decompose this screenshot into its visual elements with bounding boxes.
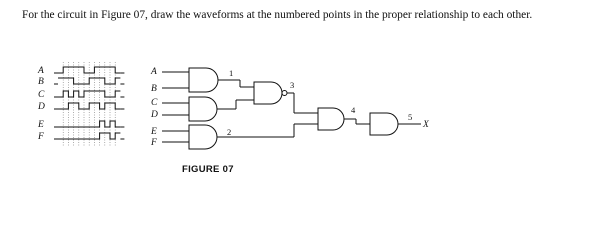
and-gate-1 [189, 68, 218, 92]
waveform-label-b: B [38, 77, 44, 87]
waveform-b [58, 78, 120, 84]
and-gate-2 [189, 97, 217, 121]
timing-diagram [37, 62, 124, 146]
inversion-bubble [282, 91, 287, 96]
and-gate-5 [318, 108, 344, 130]
gate-input-label-c: C [151, 98, 158, 108]
point-label-2: 2 [227, 127, 232, 137]
point-label-4: 4 [351, 105, 356, 115]
question-text: For the circuit in Figure 07, draw the waveforms at the numbered points in the proper relationship to each other. [22, 9, 533, 21]
gate-input-labels [150, 67, 158, 148]
gate-input-label-e: E [151, 127, 157, 137]
gate-input-label-a: A [151, 67, 157, 77]
waveform-e [58, 121, 120, 127]
waveform-label-e: E [38, 120, 44, 130]
waveform-f [58, 133, 120, 139]
nand-gate-4 [254, 82, 282, 104]
gate-input-label-f: F [151, 138, 157, 148]
waveform-c [58, 91, 120, 97]
output-label-x: X [423, 120, 429, 130]
gate-input-label-b: B [151, 84, 157, 94]
and-gate-3 [189, 125, 217, 149]
waveform-label-f: F [38, 132, 44, 142]
point-label-5: 5 [408, 112, 413, 122]
point-label-3: 3 [290, 80, 295, 90]
figure-caption: FIGURE 07 [182, 164, 234, 175]
gate-input-label-d: D [151, 110, 158, 120]
waveform-d [58, 103, 120, 109]
waveform-label-c: C [38, 90, 45, 100]
and-gate-6 [370, 113, 398, 135]
point-label-1: 1 [229, 68, 234, 78]
waveform-label-a: A [38, 66, 44, 76]
waveform-label-d: D [38, 102, 45, 112]
